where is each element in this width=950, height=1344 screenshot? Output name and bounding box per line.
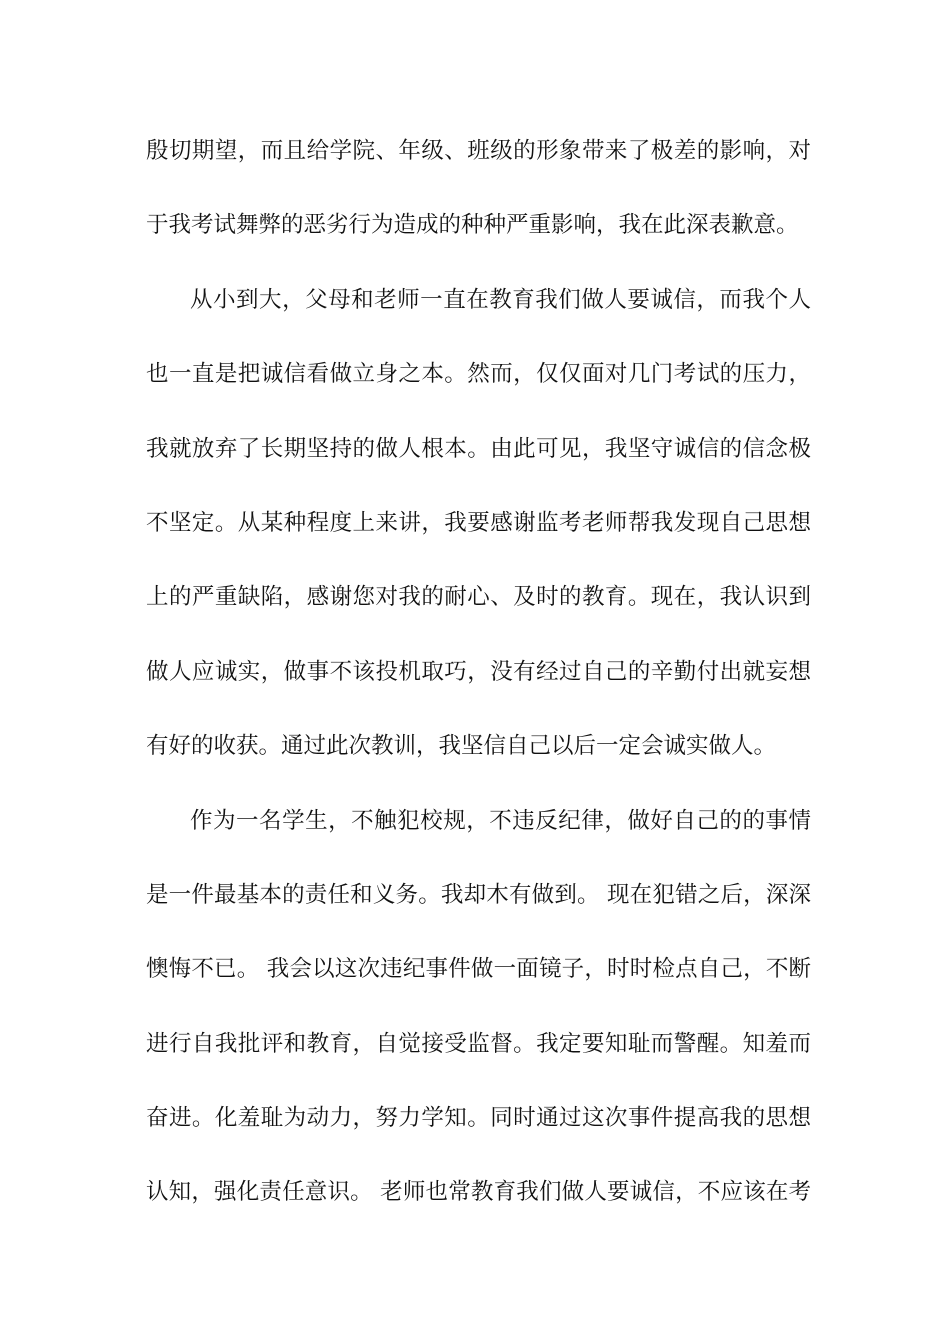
text-line: 不坚定。从某种程度上来讲，我要感谢监考老师帮我发现自己思想 <box>146 509 811 536</box>
text-line: 殷切期望，而且给学院、年级、班级的形象带来了极差的影响，对 <box>146 138 811 164</box>
text-line: 有好的收获。通过此次教训，我坚信自己以后一定会诚实做人。 <box>146 733 777 760</box>
text-line: 作为一名学生，不触犯校规，不违反纪律，做好自己的的事情 <box>190 807 811 834</box>
text-line: 奋进。化羞耻为动力，努力学知。同时通过这次事件提高我的思想 <box>146 1105 811 1132</box>
text-line: 从小到大，父母和老师一直在教育我们做人要诚信，而我个人 <box>190 286 811 313</box>
text-line: 认知，强化责任意识。 老师也常教育我们做人要诚信，不应该在考 <box>146 1179 811 1206</box>
text-line: 做人应诚实，做事不该投机取巧，没有经过自己的辛勤付出就妄想 <box>146 658 811 685</box>
text-line: 进行自我批评和教育，自觉接受监督。我定要知耻而警醒。知羞而 <box>146 1030 811 1057</box>
text-line: 于我考试舞弊的恶劣行为造成的种种严重影响，我在此深表歉意。 <box>146 212 799 239</box>
text-line: 懊悔不已。 我会以这次违纪事件做一面镜子，时时检点自己，不断 <box>146 956 811 983</box>
text-line: 上的严重缺陷，感谢您对我的耐心、及时的教育。现在，我认识到 <box>146 584 811 611</box>
text-line: 我就放弃了长期坚持的做人根本。由此可见，我坚守诚信的信念极 <box>146 435 811 462</box>
text-line: 也一直是把诚信看做立身之本。然而，仅仅面对几门考试的压力， <box>146 361 811 388</box>
document-body <box>146 130 811 1246</box>
text-line: 是一件最基本的责任和义务。我却木有做到。 现在犯错之后，深深 <box>146 881 811 908</box>
